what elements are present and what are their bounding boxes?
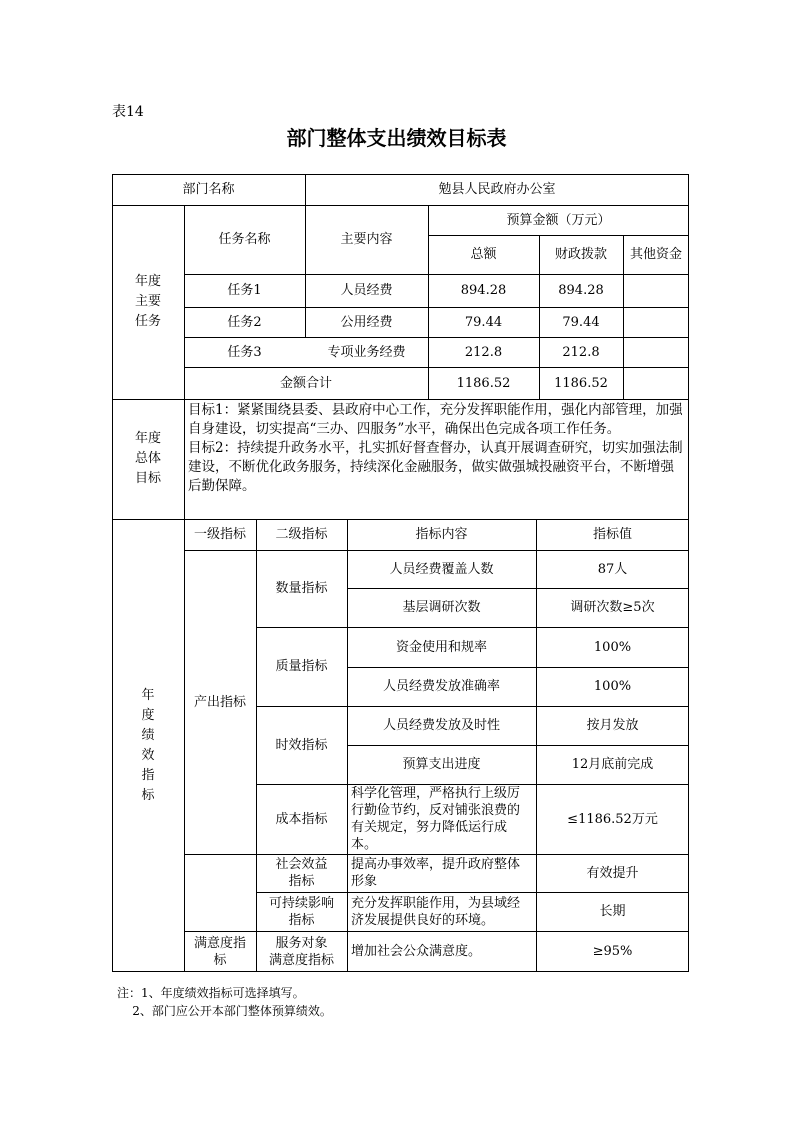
indicator-content: 充分发挥职能作用，为县域经济发展提供良好的环境。 [351,895,521,928]
indicator-value: 按月发放 [586,718,639,733]
satisfaction-level2-label: 服务对象 满意度指标 [268,935,334,968]
task-content: 专项业务经费 [327,344,406,360]
social-benefit-label: 社会效益 指标 [275,857,328,889]
indicator-value: 长期 [599,904,626,919]
footnotes [117,984,332,1020]
annual-tasks-label: 年度 主要 任务 [134,274,161,329]
indicator-value: ≥95% [592,944,633,959]
task-fiscal: 894.28 [558,283,604,298]
overall-goal-label: 年度 总体 目标 [134,431,161,486]
task-fiscal: 212.8 [562,344,600,360]
overall-goal-text: 目标1：紧紧围绕县委、县政府中心工作，充分发挥职能作用，强化内部管理，加强自身建设，切实提高“三办、四服务”水平，确保出色完成各项工作任务。 目标2：持续提升政务水平，扎实抓好督查督办，认真开展调查研究，切实加强法制建设，不断优化政务服务，持续深化金融服务，做实做强城投融资平台，不断增强后勤保障。 [188,402,683,494]
indicator-content: 人员经费覆盖人数 [389,561,494,577]
indicators-label: 年 度 绩 效 指 标 [141,687,155,803]
indicator-value: 100% [593,639,632,655]
indicator-value: 有效提升 [586,865,639,881]
task-content: 人员经费 [340,283,393,298]
indicator-content: 基层调研次数 [402,600,481,615]
task-name: 任务3 [227,344,262,360]
cost-indicator-label: 成本指标 [275,811,328,827]
indicator-content: 科学化管理，严格执行上级厉行勤俭节约，反对铺张浪费的有关规定，努力降低运行成本。 [351,786,521,852]
indicator-value: 87人 [597,561,628,577]
header-budget: 预算金额（万元） [506,212,611,228]
header-content: 指标内容 [415,527,468,542]
timeliness-indicator-label: 时效指标 [275,737,328,753]
task-content: 公用经费 [340,314,393,330]
indicator-content: 资金使用和规率 [395,639,487,655]
footnote: 注：1、年度绩效指标可选择填写。 [117,986,305,1000]
indicator-value: 100% [593,679,632,694]
indicator-content: 人员经费发放及时性 [382,718,500,733]
indicator-value: ≤1186.52万元 [567,811,658,827]
header-fiscal: 财政拨款 [554,247,607,262]
task-name: 任务1 [227,283,262,298]
sum-label: 金额合计 [279,375,332,391]
task-name: 任务2 [227,314,262,330]
indicator-content: 增加社会公众满意度。 [351,944,482,959]
indicator-content: 预算支出进度 [402,757,481,772]
quality-indicator-label: 质量指标 [275,659,328,674]
quantity-indicator-label: 数量指标 [275,581,328,596]
page-title: 部门整体支出绩效目标表 [286,126,507,150]
task-total: 212.8 [464,344,503,360]
header-level2: 二级指标 [275,527,328,542]
sum-total: 1186.52 [456,375,511,391]
task-total: 894.28 [460,283,507,298]
sustainability-label: 可持续影响 指标 [268,895,334,928]
output-indicator-label: 产出指标 [193,694,246,710]
header-total: 总额 [470,247,497,262]
sum-fiscal: 1186.52 [554,375,608,391]
indicator-content: 提高办事效率，提升政府整体形象 [351,857,521,889]
dept-name-value: 勉县人民政府办公室 [438,182,556,197]
task-total: 79.44 [464,314,503,330]
header-level1: 一级指标 [193,527,246,542]
indicator-value: 12月底前完成 [571,757,654,772]
header-value: 指标值 [592,527,632,542]
header-task-name: 任务名称 [218,232,271,247]
table-label: 表14 [112,104,144,120]
satisfaction-level1-label: 满意度指 标 [193,935,246,968]
footnote: 2、部门应公开本部门整体预算绩效。 [117,1004,332,1018]
indicator-value: 调研次数≥5次 [570,600,655,615]
header-main-content: 主要内容 [340,232,393,247]
header-other: 其他资金 [629,247,682,262]
indicator-content: 人员经费发放准确率 [382,679,500,694]
dept-name-label: 部门名称 [182,182,235,197]
task-fiscal: 79.44 [562,314,600,330]
